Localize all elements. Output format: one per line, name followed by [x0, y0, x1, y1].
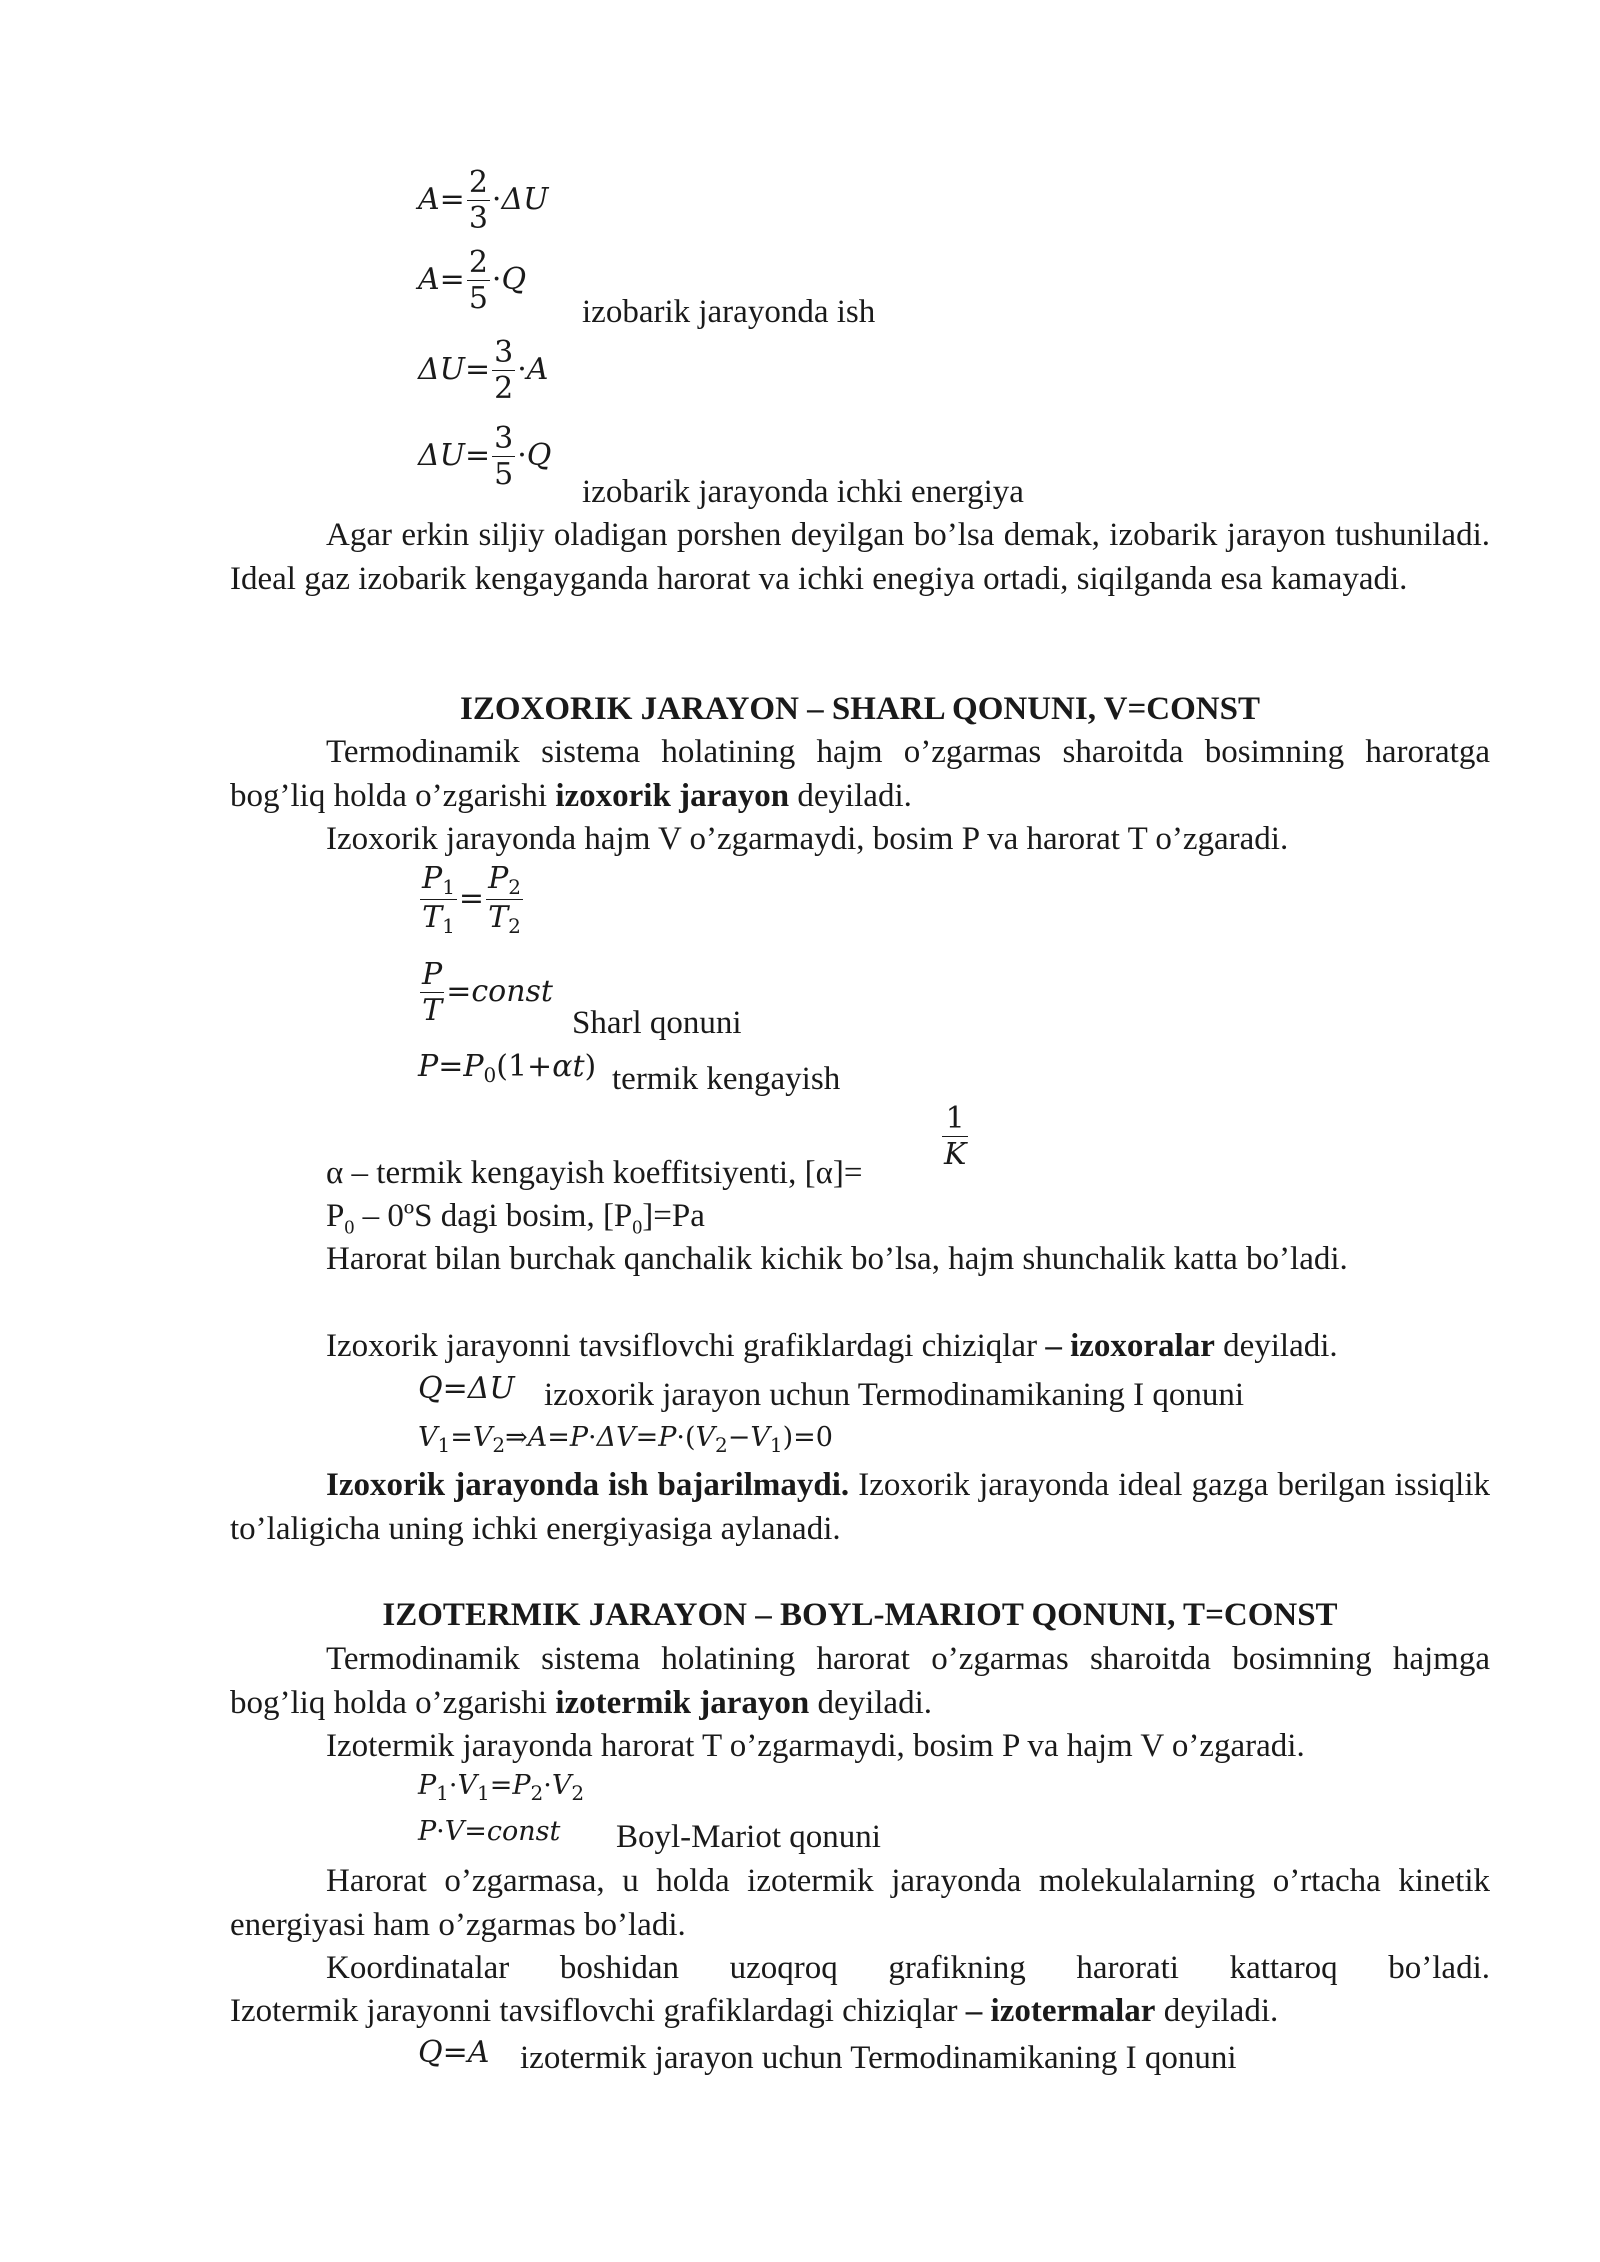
izoterma-text: Izotermik jarayonni tavsiflovchi grafiklardagi chiziqlar [230, 1993, 966, 2029]
paragraph-izoxorik-volume: Izoxorik jarayonda hajm V o’zgarmaydi, bosim P va harorat T o’zgaradi. [326, 821, 1289, 857]
formula-du-a: ΔU= $\frac{3}{2}$ ·A [418, 335, 549, 406]
definition-text: Termodinamik sistema holatining hajm o’zgarmas sharoitda bosimning haroratga bog’liq holda o’zgarishi [230, 734, 1490, 814]
formula-unit-alpha: $\frac{1}{K}$ [944, 1101, 967, 1172]
paragraph-porshen: Agar erkin siljiy oladigan porshen deyilgan bo’lsa demak, izobarik jarayon tushuniladi. Ideal gaz izobarik kengayganda harorat va ichki enegiya ortadi, siqilganda esa kamayadi. [230, 517, 1490, 597]
formula-boyle-ratio: $P_1\cdot V_1=P_2\cdot V_2$ [418, 1770, 585, 1805]
term-izotermik: izotermik jarayon [555, 1684, 810, 1721]
formula-izoxorik-work-zero: $V_1=V_2\Rightarrow A=P\cdot\Delta V=P\cdot(V_2-V_1)=0$ [418, 1422, 833, 1457]
note-izoxorik-first-law: izoxorik jarayon uchun Termodinamikaning I qonuni [544, 1377, 1245, 1413]
paragraph-alpha: α – termik kengayish koeffitsiyenti, [α]= [326, 1155, 863, 1191]
term-izoxoralar: – izoxoralar [1045, 1328, 1215, 1364]
ish-text: Izoxorik jarayonda ideal gazga berilgan issiqlik to’laligicha uning ichki energiyasiga aylanadi. [230, 1467, 1490, 1547]
heading-izoxorik: IZOXORIK JARAYON – SHARL QONUNI, V=CONST [460, 691, 1260, 727]
izoxora-text: Izoxorik jarayonni tavsiflovchi grafiklardagi chiziqlar [326, 1328, 1046, 1364]
note-boyl: Boyl-Mariot qonuni [616, 1819, 881, 1855]
formula-thermal-expansion: $P=P_0(1+\alpha t)$ [418, 1049, 597, 1087]
formula-du-q: ΔU= $\frac{3}{5}$ ·Q [418, 421, 552, 492]
formula-charles-ratio: $\frac{P_1}{T_1}$ = $\frac{P_2}{T_2}$ [422, 861, 521, 938]
formula-charles-const: $\frac{P}{T}$ =const [422, 957, 553, 1028]
paragraph-harorat-burchak: Harorat bilan burchak qanchalik kichik bo’lsa, hajm shunchalik katta bo’ladi. [326, 1241, 1348, 1277]
paragraph-izotermik-temperature: Izotermik jarayonda harorat T o’zgarmaydi, bosim P va hajm V o’zgaradi. [326, 1728, 1305, 1764]
term-ish-bajarilmaydi: Izoxorik jarayonda ish bajarilmaydi. [326, 1467, 850, 1503]
paragraph-kinetik: Harorat o’zgarmasa, u holda izotermik jarayonda molekulalarning o’rtacha kinetik energiyasi ham o’zgarmas bo’ladi. [230, 1863, 1490, 1943]
note-termik: termik kengayish [612, 1061, 841, 1097]
formula-work-q: A= $\frac{2}{5}$ ·Q [418, 245, 527, 316]
note-izotermik-first-law: izotermik jarayon uchun Termodinamikaning I qonuni [520, 2040, 1237, 2076]
term-izoxorik: izoxorik jarayon [555, 777, 790, 814]
paragraph-izotermalar [230, 1990, 1278, 2034]
paragraph-izoxorik-definition [230, 731, 1490, 818]
heading-izotermik: IZOTERMIK JARAYON – BOYL-MARIOT QONUNI, T=CONST [382, 1597, 1338, 1633]
formula-izoxorik-first-law: Q=ΔU [418, 1371, 515, 1406]
izotermik-definition-text: Termodinamik sistema holatining harorat o’zgarmas sharoitda bosimning hajmga bog’liq holda o’zgarishi [230, 1641, 1490, 1721]
izoterma-end: deyiladi. [1155, 1993, 1279, 2029]
p0-unit: ]=Pa [642, 1198, 705, 1234]
paragraph-izotermik-definition [230, 1638, 1490, 1725]
formula-boyle-const: P·V=const [418, 1816, 561, 1847]
paragraph-izoxorik-ish [230, 1464, 1490, 1551]
p0-subscript: 0 [344, 1216, 355, 1239]
paragraph-izoxoralar [326, 1325, 1338, 1369]
izoxora-end: deyiladi. [1214, 1328, 1338, 1364]
izotermik-definition-end: deyiladi. [809, 1684, 933, 1721]
p0-symbol: P [326, 1198, 345, 1234]
paragraph-koordinatalar: Koordinatalar boshidan uzoqroq grafikning harorati kattaroq bo’ladi. [326, 1950, 1490, 1986]
term-izotermalar: – izotermalar [965, 1993, 1156, 2029]
formula-work-du: A= $\frac{2}{3}$ ·ΔU [418, 165, 549, 236]
p0-subscript-2: 0 [632, 1216, 643, 1239]
definition-end: deyiladi. [789, 777, 912, 814]
note-sharl: Sharl qonuni [572, 1005, 742, 1041]
note-izobarik-ish: izobarik jarayonda ish [582, 294, 876, 330]
formula-izotermik-first-law: Q=A [418, 2035, 490, 2070]
p0-text: – 0ºS dagi bosim, [P [354, 1198, 633, 1234]
note-izobarik-energiya: izobarik jarayonda ichki energiya [582, 474, 1024, 510]
